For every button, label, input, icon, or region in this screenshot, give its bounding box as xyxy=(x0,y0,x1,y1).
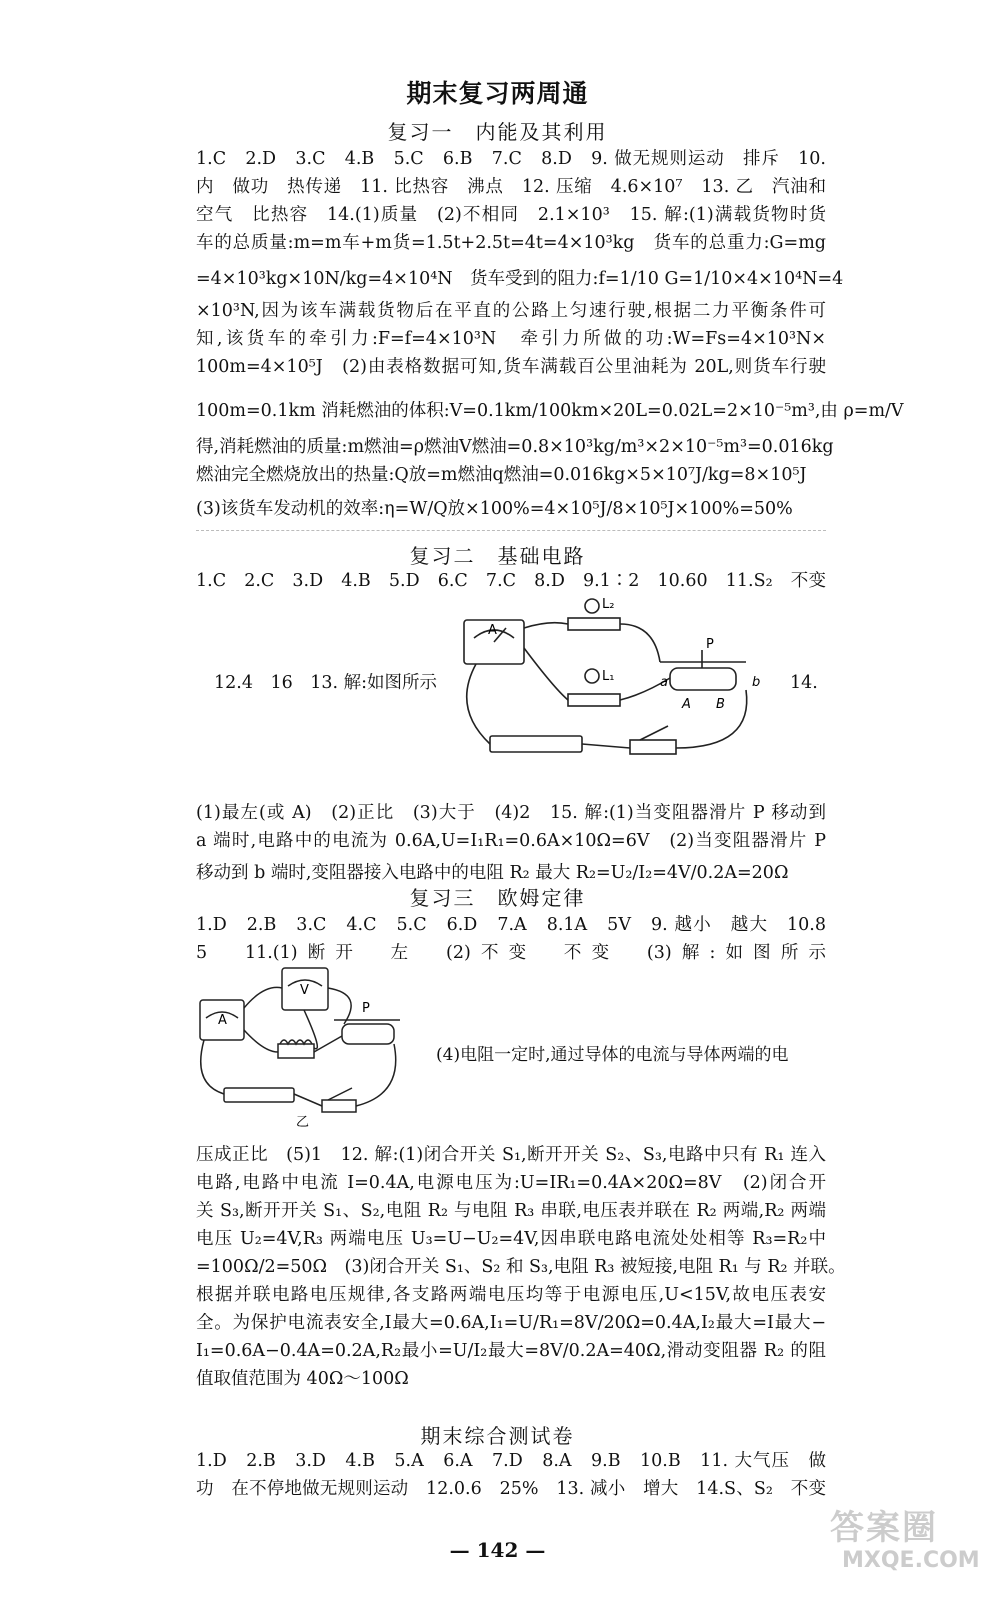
fig2-label: A xyxy=(218,1013,227,1028)
s1-line: 100m=0.1km 消耗燃油的体积:V=0.1km/100km×20L=0.02L=2×10⁻⁵m³,由 ρ=m/V xyxy=(196,401,904,421)
section-heading-2: 复习二 基础电路 xyxy=(409,544,586,568)
fig1-label: L₁ xyxy=(602,669,615,684)
bulb-l2-icon xyxy=(585,599,599,613)
switch-base xyxy=(630,740,676,754)
fig1-label: A xyxy=(488,623,497,638)
s3-side-text: (4)电阻一定时,通过导体的电流与导体两端的电 xyxy=(436,1045,789,1065)
switch-base xyxy=(322,1100,356,1112)
fig1-label: b xyxy=(752,675,761,690)
battery-box xyxy=(490,736,582,752)
circuit-figure-1 xyxy=(454,598,784,774)
fig1-label: a xyxy=(660,675,668,690)
s2-line: a 端时,电路中的电流为 0.6A,U=I₁R₁=0.6A×10Ω=6V (2)当变阻器滑片 P xyxy=(196,831,826,851)
s1-line: 空气 比热容 14.(1)质量 (2)不相同 2.1×10³ 15. 解:(1)满载货物时货 xyxy=(196,205,826,225)
s1-line: 内 做功 热传递 11. 比热容 沸点 12. 压缩 4.6×10⁷ 13. 乙 汽油和 xyxy=(196,177,826,197)
bulb-l1-icon xyxy=(585,669,599,683)
s1-line: 得,消耗燃油的质量:m燃油=ρ燃油V燃油=0.8×10³kg/m³×2×10⁻⁵m³=0.016kg xyxy=(196,437,834,457)
s1-line: 知,该货车的牵引力:F=f=4×10³N 牵引力所做的功:W=Fs=4×10³N× xyxy=(196,329,826,349)
s3-line: 关 S₃,断开开关 S₁、S₂,电阻 R₂ 与电阻 R₃ 串联,电压表并联在 R₂ 两端,R₂ 两端 xyxy=(196,1201,826,1221)
bulb-base-l2 xyxy=(568,618,620,630)
s2-line: 移动到 b 端时,变阻器接入电路中的电阻 R₂ 最大 R₂=U₂/I₂=4V/0.2A=20Ω xyxy=(196,863,789,883)
page-title: 期末复习两周通 xyxy=(406,79,589,108)
s3-line: 压成正比 (5)1 12. 解:(1)闭合开关 S₁,断开开关 S₂、S₃,电路中只有 R₁ 连入 xyxy=(196,1145,826,1165)
fig2-label: V xyxy=(300,983,309,998)
rheostat-body xyxy=(670,668,736,690)
section-heading-3: 复习三 欧姆定律 xyxy=(409,886,586,910)
bulb-base-l1 xyxy=(568,694,620,706)
fig1-label: A xyxy=(682,697,691,712)
s3-line: 5 11.(1)断开 左 (2)不变 不变 (3)解:如图所示 xyxy=(196,943,826,963)
watermark-text: 答案圈 xyxy=(830,1508,938,1548)
section-heading-1: 复习一 内能及其利用 xyxy=(387,120,608,144)
s1-line: 1.C 2.D 3.C 4.B 5.C 6.B 7.C 8.D 9. 做无规则运动 排斥 10. xyxy=(196,149,826,169)
s3-line: 根据并联电路电压规律,各支路两端电压均等于电源电压,U<15V,故电压表安 xyxy=(196,1285,826,1305)
fig1-label: B xyxy=(716,697,725,712)
s2-line: (1)最左(或 A) (2)正比 (3)大于 (4)2 15. 解:(1)当变阻器滑片 P 移动到 xyxy=(196,803,826,823)
s1-line: =4×10³kg×10N/kg=4×10⁴N 货车受到的阻力:f=1/10 G=1/10×4×10⁴N=4 xyxy=(196,269,844,289)
battery-box xyxy=(224,1088,294,1102)
watermark xyxy=(830,1500,980,1590)
page-number: — 142 — xyxy=(449,1538,546,1562)
fig1-label: P xyxy=(706,637,714,652)
resistor-base xyxy=(278,1044,314,1058)
s3-line: 电路,电路中电流 I=0.4A,电源电压为:U=IR₁=0.4A×20Ω=8V (2)闭合开 xyxy=(196,1173,826,1193)
s1-line: 100m=4×10⁵J (2)由表格数据可知,货车满载百公里油耗为 20L,则货车行驶 xyxy=(196,357,826,377)
s1-line: 燃油完全燃烧放出的热量:Q放=m燃油q燃油=0.016kg×5×10⁷J/kg=8×10⁵J xyxy=(196,465,807,485)
s1-line: 车的总质量:m=m车+m货=1.5t+2.5t=4t=4×10³kg 货车的总重力:G=mg xyxy=(196,233,826,253)
rheostat-body xyxy=(342,1024,394,1044)
fig2-label: P xyxy=(362,1001,370,1016)
circuit-figure-2 xyxy=(194,964,414,1128)
section-heading-4: 期末综合测试卷 xyxy=(420,1424,575,1448)
fig1-label: L₂ xyxy=(602,598,615,612)
fig2-label: 乙 xyxy=(296,1115,310,1128)
s3-line: 电压 U₂=4V,R₃ 两端电压 U₃=U−U₂=4V,因串联电路电流处处相等 R₃=R₂中 xyxy=(196,1229,826,1249)
s3-line: 全。为保护电流表安全,I最大=0.6A,I₁=U/R₁=8V/20Ω=0.4A,I₂最大=I最大− xyxy=(196,1313,826,1333)
section-divider xyxy=(196,530,826,531)
s3-line: 值取值范围为 40Ω～100Ω xyxy=(196,1369,409,1389)
s4-line: 1.D 2.B 3.D 4.B 5.A 6.A 7.D 8.A 9.B 10.B 11. 大气压 做 xyxy=(196,1451,826,1471)
s2-side-text: 12.4 16 13. 解:如图所示 xyxy=(214,673,438,693)
s2-line: 1.C 2.C 3.D 4.B 5.D 6.C 7.C 8.D 9.1∶2 10.60 11.S₂ 不变 xyxy=(196,571,826,591)
s2-side-text-right: 14. xyxy=(790,673,818,693)
s3-line: =100Ω/2=50Ω (3)闭合开关 S₁、S₂ 和 S₃,电阻 R₃ 被短接,电阻 R₁ 与 R₂ 并联。 xyxy=(196,1257,846,1277)
s4-line: 功 在不停地做无规则运动 12.0.6 25% 13. 减小 增大 14.S、S₂ 不变 xyxy=(196,1479,826,1499)
s1-line: (3)该货车发动机的效率:η=W/Q放×100%=4×10⁵J/8×10⁵J×100%=50% xyxy=(196,499,793,519)
s1-line: ×10³N,因为该车满载货物后在平直的公路上匀速行驶,根据二力平衡条件可 xyxy=(196,301,826,321)
watermark-url: MXQE.COM xyxy=(842,1548,980,1573)
s3-line: 1.D 2.B 3.C 4.C 5.C 6.D 7.A 8.1A 5V 9. 越小 越大 10.8 xyxy=(196,915,826,935)
s3-line: I₁=0.6A−0.4A=0.2A,R₂最小=U/I₂最大=8V/0.2A=40Ω,滑动变阻器 R₂ 的阻 xyxy=(196,1341,826,1361)
